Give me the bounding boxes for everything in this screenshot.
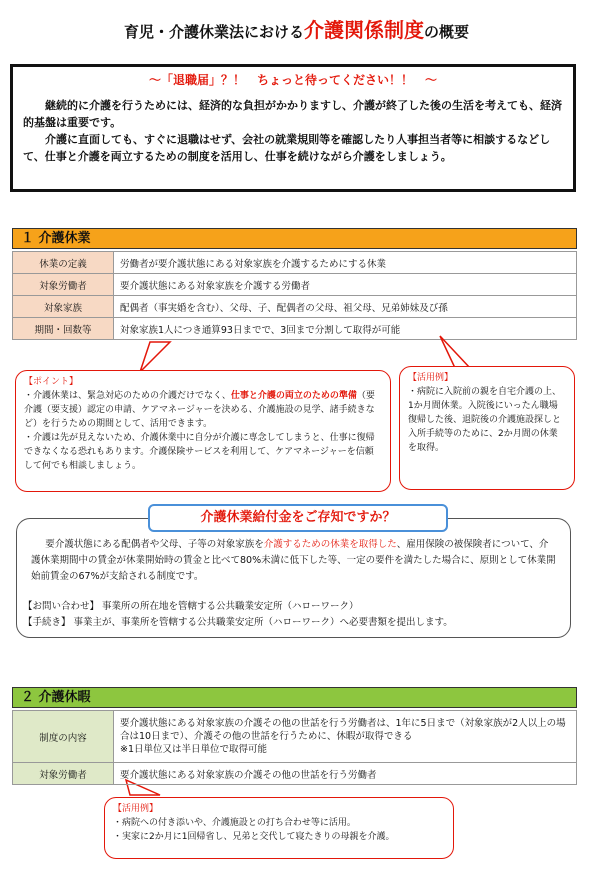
row-label: 制度の内容	[13, 711, 114, 763]
example-heading: 【活用例】	[408, 373, 454, 383]
row-value: 要介護状態にある対象家族の介護その他の世話を行う労働者は、1年に5日まで（対象家族が2人以上の場合は10日まで）、介護その他の世話を行うために、休暇が取得できる ※1日単位又は半日単位で取得可能	[114, 711, 577, 763]
page-title: 育児・介護休業法における介護関係制度の概要	[123, 18, 470, 42]
example-item-1: ・病院への付き添いや、介護施設との打ち合わせ等に活用。	[113, 818, 356, 828]
row-value: 要介護状態にある対象家族を介護する労働者	[114, 274, 577, 296]
usage-example-callout	[399, 366, 575, 490]
benefit-info-box	[16, 518, 571, 638]
benefit-heading: 介護休業給付金をご存知ですか？	[148, 504, 448, 532]
example-heading: 【活用例】	[113, 804, 159, 814]
point-item-2: ・介護は先が見えないため、介護休業中に自分が介護に専念してしまうと、仕事に復帰できなくなる恐れもあります。介護保険サービスを利用して、ケアマネージャーを信頼して何でも相談しましょう。	[24, 433, 375, 471]
table-row	[13, 763, 577, 785]
intro-paragraph-1: 継続的に介護を行うためには、経済的な負担がかかりますし、介護が終了した後の生活を考えても、経済的基盤は重要です。	[23, 99, 562, 129]
intro-heading: ～「退職届」？！ ちょっと待ってください！！ ～	[148, 73, 437, 87]
row-label: 期間・回数等	[13, 318, 114, 340]
row-label: 休業の定義	[13, 252, 114, 274]
row-label: 対象労働者	[13, 274, 114, 296]
kyuka-example-callout	[104, 797, 454, 859]
kaigo-kyuka-table	[12, 710, 577, 785]
row-value: 要介護状態にある対象家族の介護その他の世話を行う労働者	[114, 763, 577, 785]
point-item-1: ・介護休業は、緊急対応のための介護だけでなく、仕事と介護の両立のための準備（要介護（要支援）認定の申請、ケアマネージャーを決める、介護施設の見学、諸手続きなど）を行うための期間として、活用できます。	[24, 391, 375, 429]
row-value: 対象家族1人につき通算93日までで、3回まで分割して取得が可能	[114, 318, 577, 340]
row-note: ※1日単位又は半日単位で取得可能	[120, 744, 268, 755]
section-header-kaigo-kyuka: ２ 介護休暇	[12, 687, 577, 708]
point-heading: 【ポイント】	[24, 377, 79, 387]
benefit-procedure: 【手続き】 事業主が、事業所を管轄する公共職業安定所（ハローワーク）へ必要書類を提出します。	[23, 617, 453, 628]
example-item-2: ・実家に2か月に1回帰省し、兄弟と交代して寝たきりの母親を介護。	[113, 832, 395, 842]
intro-paragraph-2: 介護に直面しても、すぐに退職はせず、会社の就業規則等を確認したり人事担当者等に相談するなどして、仕事と介護を両立するための制度を活用し、仕事を続けながら介護をしましょう。	[23, 133, 551, 163]
row-label: 対象労働者	[13, 763, 114, 785]
example-body: ・病院に入院前の親を自宅介護の上、1か月間休業。入院後にいったん職場復帰した後、退院後の介護施設探しと入所手続等のために、2か月間の休業を取得。	[408, 387, 562, 453]
benefit-description: 要介護状態にある配偶者や父母、子等の対象家族を介護するための休業を取得した、雇用保険の被保険者について、介護休業期間中の賃金が休業開始時の賃金と比べて80%未満に低下した等、一定の要件を満たした場合に、原則として休業開始前賃金の67%が支給される制度です。	[31, 539, 556, 582]
benefit-contact: 【お問い合わせ】 事業所の所在地を管轄する公共職業安定所（ハローワーク）	[23, 601, 359, 612]
row-label: 対象家族	[13, 296, 114, 318]
section-header-kaigo-kyugyo: １ 介護休業	[12, 228, 577, 249]
row-value: 労働者が要介護状態にある対象家族を介護するためにする休業	[114, 252, 577, 274]
row-value: 配偶者（事実婚を含む）、父母、子、配偶者の父母、祖父母、兄弟姉妹及び孫	[114, 296, 577, 318]
point-callout	[15, 370, 391, 492]
table-row	[13, 711, 577, 763]
